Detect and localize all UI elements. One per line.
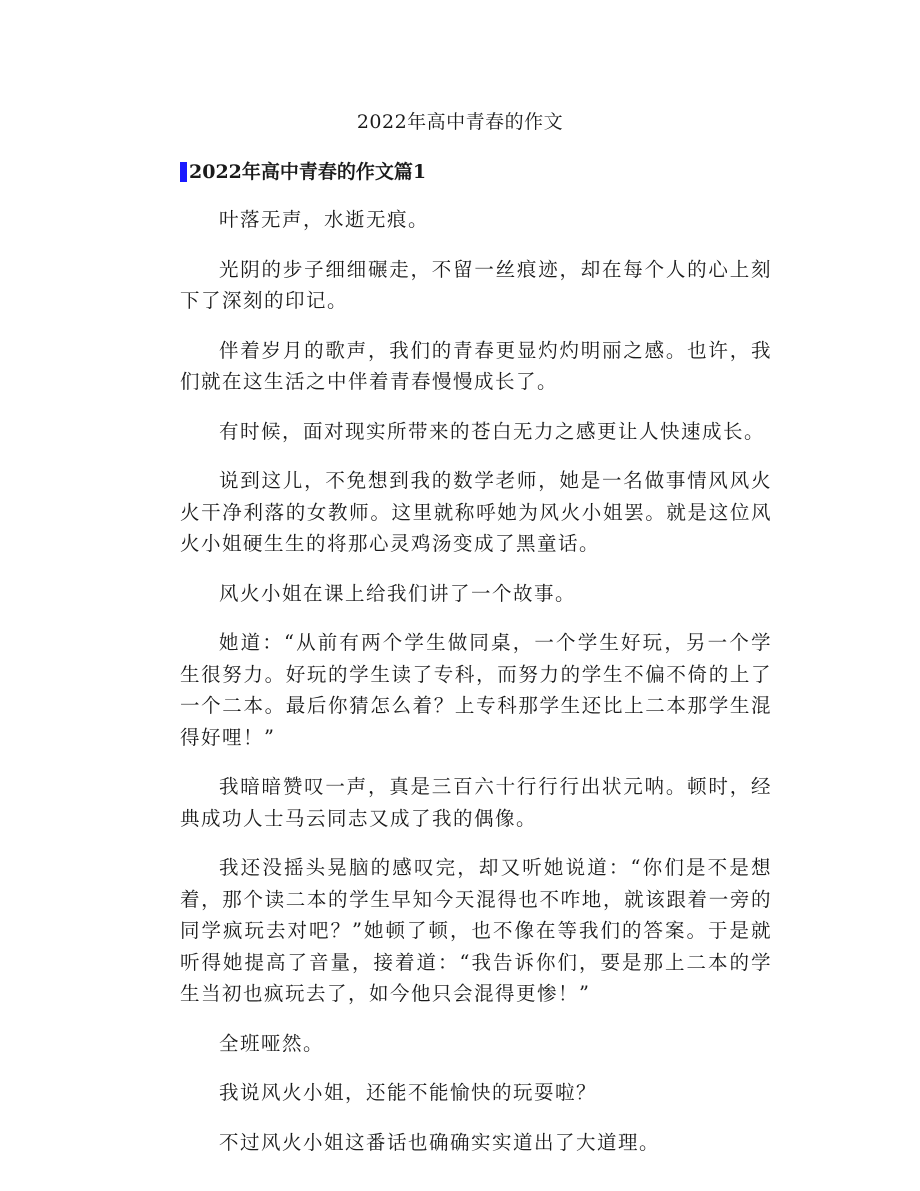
paragraph: 我暗暗赞叹一声，真是三百六十行行行出状元呐。顿时，经典成功人士马云同志又成了我的偶像。 [180,775,772,830]
section-heading-text: 2022年高中青春的作文篇1 [189,161,427,183]
paragraph: 我还没摇头晃脑的感叹完，却又听她说道：“你们是不是想着，那个读二本的学生早知今天混得也不咋地，就该跟着一旁的同学疯玩去对吧？”她顿了顿，也不像在等我们的答案。于是就听得她提高了音量，接着道：“我告诉你们，要是那上二本的学生当初也疯玩去了，如今他只会混得更惨！” [180,856,772,1005]
document-title: 2022年高中青春的作文 [356,111,564,133]
paragraph: 全班哑然。 [219,1031,325,1055]
paragraph: 说到这儿，不免想到我的数学老师，她是一名做事情风风火火干净利落的女教师。这里就称呼她为风火小姐罢。就是这位风火小姐硬生生的将那心灵鸡汤变成了黑童话。 [180,469,772,555]
paragraph: 不过风火小姐这番话也确确实实道出了大道理。 [219,1130,661,1154]
paragraph: 风火小姐在课上给我们讲了一个故事。 [219,581,577,605]
paragraph: 叶落无声，水逝无痕。 [219,208,430,231]
body-text [180,204,772,1176]
paragraph: 光阴的步子细细碾走，不留一丝痕迹，却在每个人的心上刻下了深刻的印记。 [180,257,772,312]
paragraph: 我说风火小姐，还能不能愉快的玩耍啦？ [219,1081,598,1104]
heading-marker-icon [180,162,187,182]
paragraph: 伴着岁月的歌声，我们的青春更显灼灼明丽之感。也许，我们就在这生活之中伴着青春慢慢成长了。 [180,338,772,393]
section-heading [180,158,426,186]
paragraph: 她道：“从前有两个学生做同桌，一个学生好玩，另一个学生很努力。好玩的学生读了专科，而努力的学生不偏不倚的上了一个二本。最后你猜怎么着？上专科那学生还比上二本那学生混得好哩！” [180,631,772,749]
paragraph: 有时候，面对现实所带来的苍白无力之感更让人快速成长。 [219,419,766,443]
